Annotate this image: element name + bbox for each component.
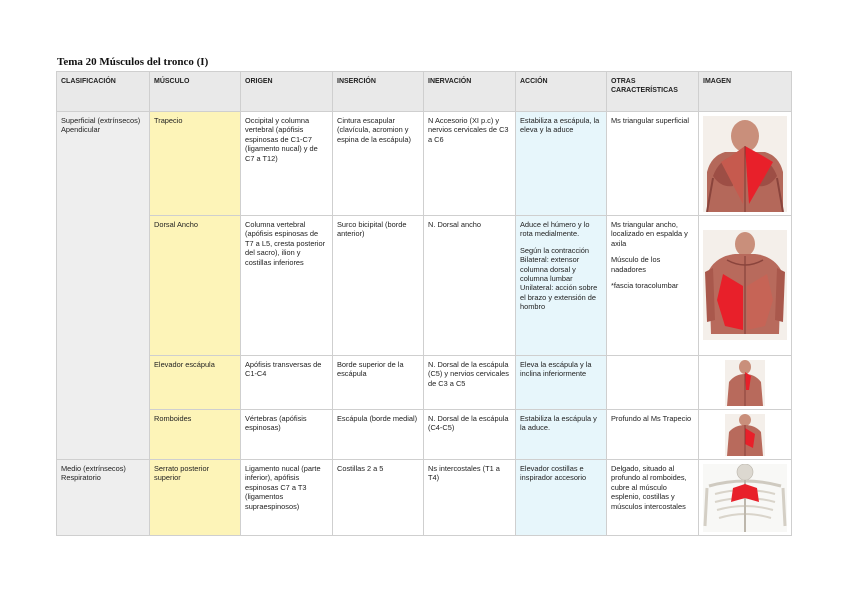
header-accion: ACCIÓN (516, 72, 607, 112)
insercion-cell: Costillas 2 a 5 (333, 460, 424, 536)
header-clasificacion: CLASIFICACIÓN (57, 72, 150, 112)
otras-cell (607, 216, 699, 356)
trapezius-illustration-icon (703, 116, 787, 212)
clasificacion-cell: Medio (extrínsecos) Respiratorio (57, 460, 150, 536)
imagen-cell (699, 460, 792, 536)
header-origen: ORIGEN (241, 72, 333, 112)
otras-cell (607, 410, 699, 460)
otras-cell (607, 112, 699, 216)
insercion-cell: Borde superior de la escápula (333, 356, 424, 410)
clasificacion-cell: Superficial (extrínsecos) Apendicular (57, 112, 150, 460)
accion-cell (516, 216, 607, 356)
origen-cell: Occipital y columna vertebral (apófisis espinosas de C1-C7 (ligamento nucal) y de C7 a T12) (241, 112, 333, 216)
origen-cell: Columna vertebral (apófisis espinosas de T7 a L5, cresta posterior del sacro), ilion y costillas inferiores (241, 216, 333, 356)
table-row (57, 216, 792, 356)
insercion-cell: Escápula (borde medial) (333, 410, 424, 460)
levator-scapulae-illustration-icon (725, 360, 765, 406)
accion-text: Según la contracción Bilateral: extensor columna dorsal y columna lumbar Unilateral: acción sobre el brazo y extensión de hombro (520, 245, 598, 312)
table-row (57, 460, 792, 536)
origen-cell: Ligamento nucal (parte inferior), apófisis espinosas C7 a T3 (ligamentos supraespinosos) (241, 460, 333, 536)
insercion-cell: Surco bicipital (borde anterior) (333, 216, 424, 356)
otras-text: *fascia toracolumbar (611, 280, 679, 290)
header-otras: OTRAS CARACTERÍSTICAS (607, 72, 699, 112)
inervacion-cell: Ns intercostales (T1 a T4) (424, 460, 516, 536)
header-inervacion: INERVACIÓN (424, 72, 516, 112)
inervacion-cell: N. Dorsal de la escápula (C4-C5) (424, 410, 516, 460)
imagen-cell (699, 410, 792, 460)
musculo-cell: Romboides (150, 410, 241, 460)
accion-cell (516, 112, 607, 216)
otras-text: Ms triangular superficial (611, 116, 690, 125)
accion-cell (516, 410, 607, 460)
insercion-cell: Cintura escapular (clavícula, acromion y espina de la escápula) (333, 112, 424, 216)
accion-text: Aduce el húmero y lo rota medialmente. (520, 220, 590, 239)
otras-text: Profundo al Ms Trapecio (611, 414, 692, 423)
imagen-cell (699, 112, 792, 216)
latissimus-dorsi-illustration-icon (703, 230, 787, 340)
accion-cell (516, 356, 607, 410)
otras-text: Delgado, situado al profundo al romboides, cubre al músculo esplenio, costillas y músculos intercostales (611, 464, 687, 511)
table-row (57, 112, 792, 216)
accion-cell (516, 460, 607, 536)
musculo-cell: Dorsal Ancho (150, 216, 241, 356)
accion-text: Elevador costillas e inspirador accesorio (520, 464, 587, 483)
musculo-cell: Trapecio (150, 112, 241, 216)
header-insercion: INSERCIÓN (333, 72, 424, 112)
accion-text: Estabiliza a escápula, la eleva y la aduce (520, 116, 600, 135)
inervacion-cell: N. Dorsal de la escápula (C5) y nervios cervicales de C3 a C5 (424, 356, 516, 410)
inervacion-cell: N. Dorsal ancho (424, 216, 516, 356)
imagen-cell (699, 216, 792, 356)
origen-cell: Vértebras (apófisis espinosas) (241, 410, 333, 460)
inervacion-cell: N Accesorio (XI p.c) y nervios cervicales de C3 a C6 (424, 112, 516, 216)
table-row (57, 356, 792, 410)
otras-text: Ms triangular ancho, localizado en espalda y axila (611, 220, 688, 248)
musculo-cell: Elevador escápula (150, 356, 241, 410)
accion-text: Eleva la escápula y la inclina inferiormente (520, 360, 592, 379)
otras-text: Músculo de los nadadores (611, 255, 661, 274)
muscles-table (56, 71, 792, 536)
header-musculo: MÚSCULO (150, 72, 241, 112)
otras-cell (607, 460, 699, 536)
accion-text: Estabiliza la escápula y la aduce. (520, 414, 597, 433)
table-row (57, 410, 792, 460)
page-title: Tema 20 Músculos del tronco (I) (57, 56, 209, 68)
otras-cell (607, 356, 699, 410)
musculo-cell: Serrato posterior superior (150, 460, 241, 536)
imagen-cell (699, 356, 792, 410)
header-imagen: IMAGEN (699, 72, 792, 112)
origen-cell: Apófisis transversas de C1-C4 (241, 356, 333, 410)
table-header-row (57, 72, 792, 112)
serratus-posterior-skeleton-illustration-icon (703, 464, 787, 532)
rhomboids-illustration-icon (725, 414, 765, 456)
